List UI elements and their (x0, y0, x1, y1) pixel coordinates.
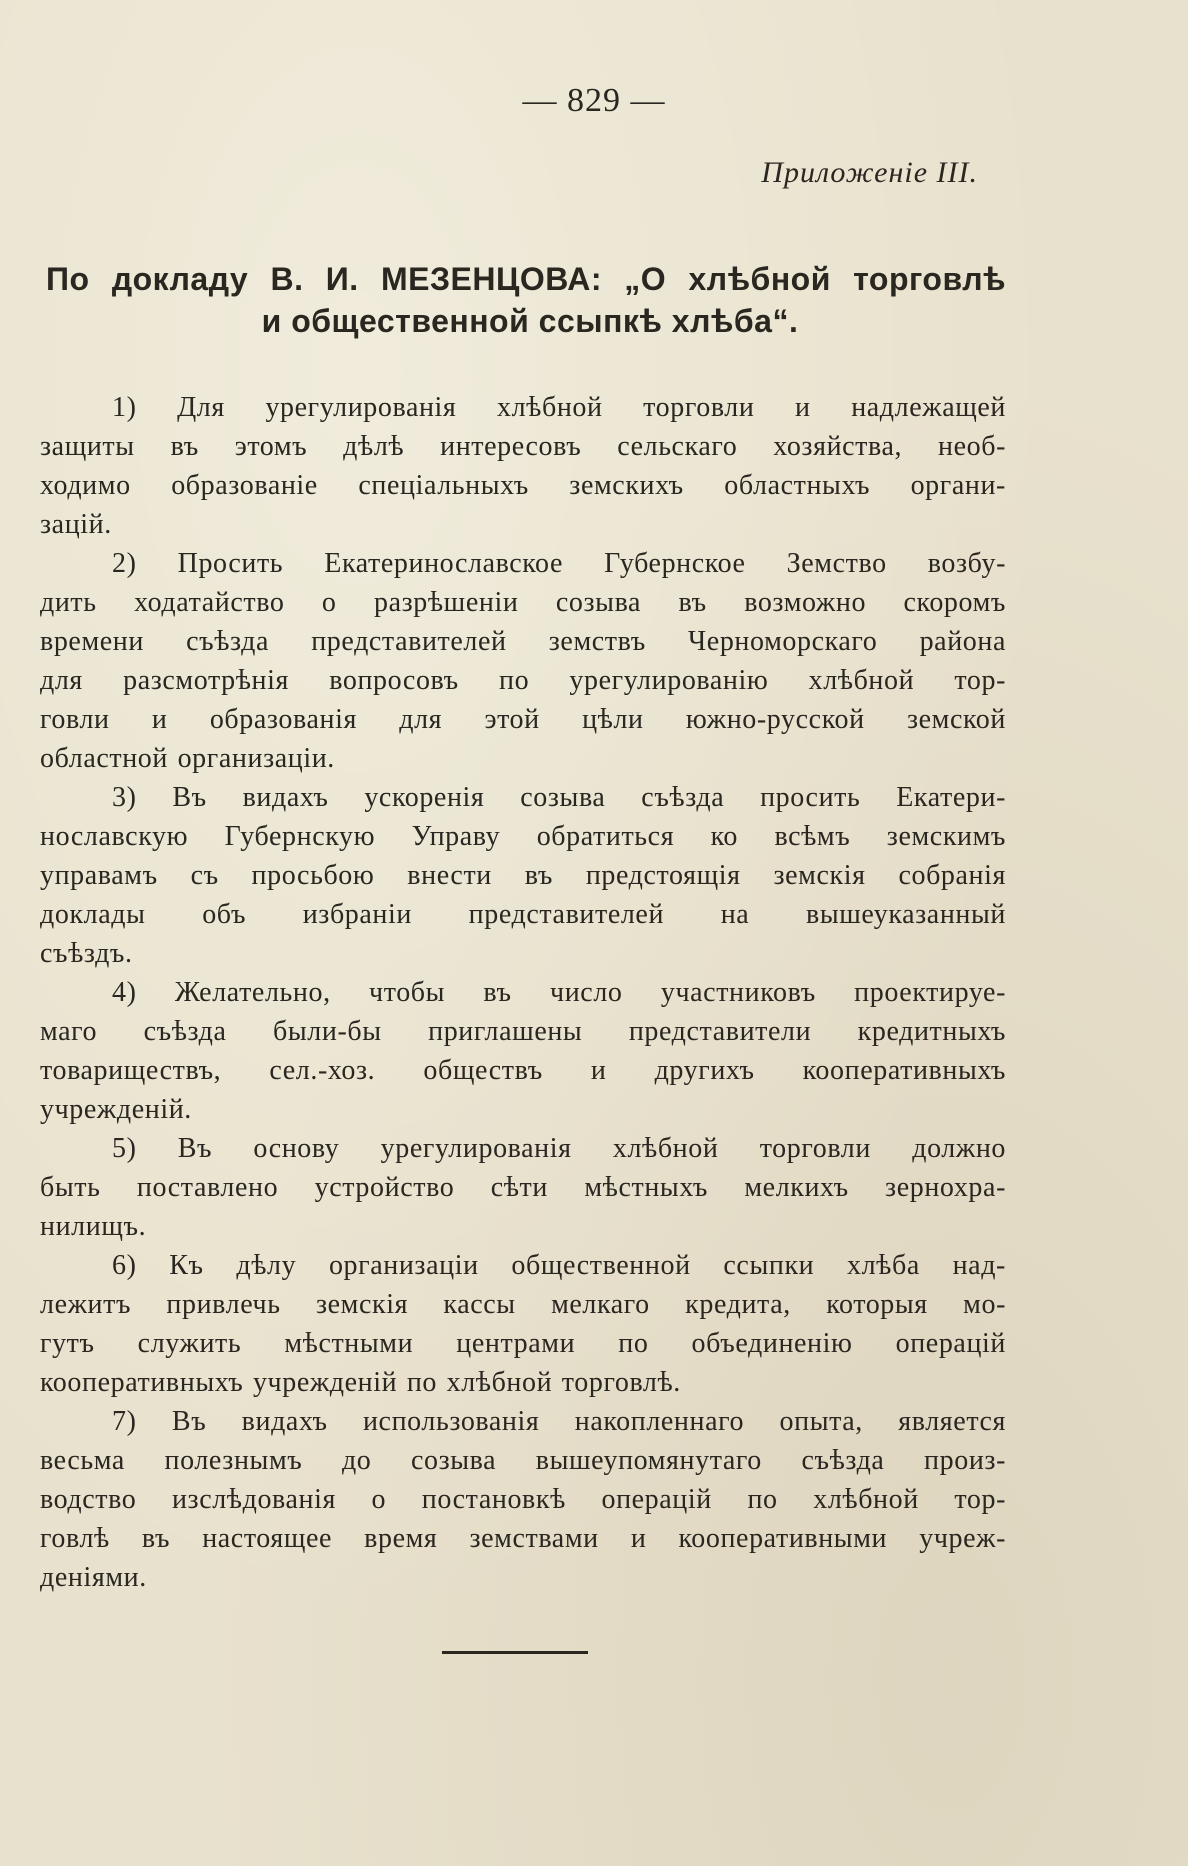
text-line: 7) Въ видахъ использованiя накопленнаго опыта, является (112, 1406, 1006, 1437)
text-line: быть поставлено устройство сѣти мѣстныхъ мелкихъ зернохра- (40, 1172, 1006, 1203)
paragraph-3 (40, 778, 1006, 973)
text-line: маго съѣзда были-бы приглашены представители кредитныхъ (40, 1016, 1006, 1047)
end-rule (442, 1651, 588, 1654)
title-line-1: По докладу В. И. МЕЗЕНЦОВА: „О хлѣбной торговлѣ (46, 261, 1006, 297)
text-line: говлѣ въ настоящее время земствами и кооперативными учреж- (40, 1523, 1006, 1554)
paragraph-1 (40, 388, 1006, 544)
text-line: говли и образованiя для этой цѣли южно-русской земской (40, 704, 1006, 735)
text-line: защиты въ этомъ дѣлѣ интересовъ сельскаго хозяйства, необ- (40, 431, 1006, 462)
text-line: нославскую Губернскую Управу обратиться ко всѣмъ земскимъ (40, 821, 1006, 852)
text-line: 1) Для урегулированiя хлѣбной торговли и надлежащей (112, 392, 1006, 423)
text-line: учрежденiй. (40, 1094, 192, 1125)
text-line: товариществъ, сел.-хоз. обществъ и другихъ кооперативныхъ (40, 1055, 1006, 1086)
text-line: водство изслѣдованiя о постановкѣ операцiй по хлѣбной тор- (40, 1484, 1006, 1515)
page-number: — 829 — (522, 82, 666, 119)
text-line: 4) Желательно, чтобы въ число участниковъ проектируе- (112, 977, 1006, 1008)
text-line: зацiй. (40, 509, 112, 540)
paragraph-6 (40, 1246, 1006, 1402)
paragraph-5 (40, 1129, 1006, 1246)
text-line: 2) Просить Екатеринославское Губернское Земство возбу- (112, 548, 1006, 579)
text-line: 5) Въ основу урегулированiя хлѣбной торговли должно (112, 1133, 1006, 1164)
text-line: 3) Въ видахъ ускоренiя созыва съѣзда просить Екатери- (112, 782, 1006, 813)
paragraph-4 (40, 973, 1006, 1129)
text-line: кооперативныхъ учрежденiй по хлѣбной торговлѣ. (40, 1367, 681, 1398)
paragraph-2 (40, 544, 1006, 778)
text-line: для разсмотрѣнiя вопросовъ по урегулированiю хлѣбной тор- (40, 665, 1006, 696)
text-line: денiями. (40, 1562, 147, 1593)
text-line: нилищъ. (40, 1211, 147, 1242)
text-line: доклады объ избранiи представителей на вышеуказанный (40, 899, 1006, 930)
title-line-2: и общественной ссыпкѣ хлѣба“. (261, 303, 799, 339)
text-line: управамъ съ просьбою внести въ предстоящiя земскiя собранiя (40, 860, 1006, 891)
text-line: дить ходатайство о разрѣшенiи созыва въ возможно скоромъ (40, 587, 1006, 618)
text-line: областной организацiи. (40, 743, 335, 774)
text-line: съѣздъ. (40, 938, 133, 969)
text-line: ходимо образованiе спецiальныхъ земскихъ областныхъ органи- (40, 470, 1006, 501)
document-body (40, 388, 1006, 1597)
text-line: весьма полезнымъ до созыва вышеупомянутаго съѣзда произ- (40, 1445, 1006, 1476)
paragraph-7 (40, 1402, 1006, 1597)
appendix-label: Приложенiе III. (761, 156, 978, 189)
text-line: гутъ служить мѣстными центрами по объединенiю операцiй (40, 1328, 1006, 1359)
text-line: 6) Къ дѣлу организацiи общественной ссыпки хлѣба над- (112, 1250, 1006, 1281)
text-line: лежитъ привлечь земскiя кассы мелкаго кредита, которыя мо- (40, 1289, 1006, 1320)
document-title (40, 258, 1020, 342)
text-line: времени съѣзда представителей земствъ Черноморскаго района (40, 626, 1006, 657)
